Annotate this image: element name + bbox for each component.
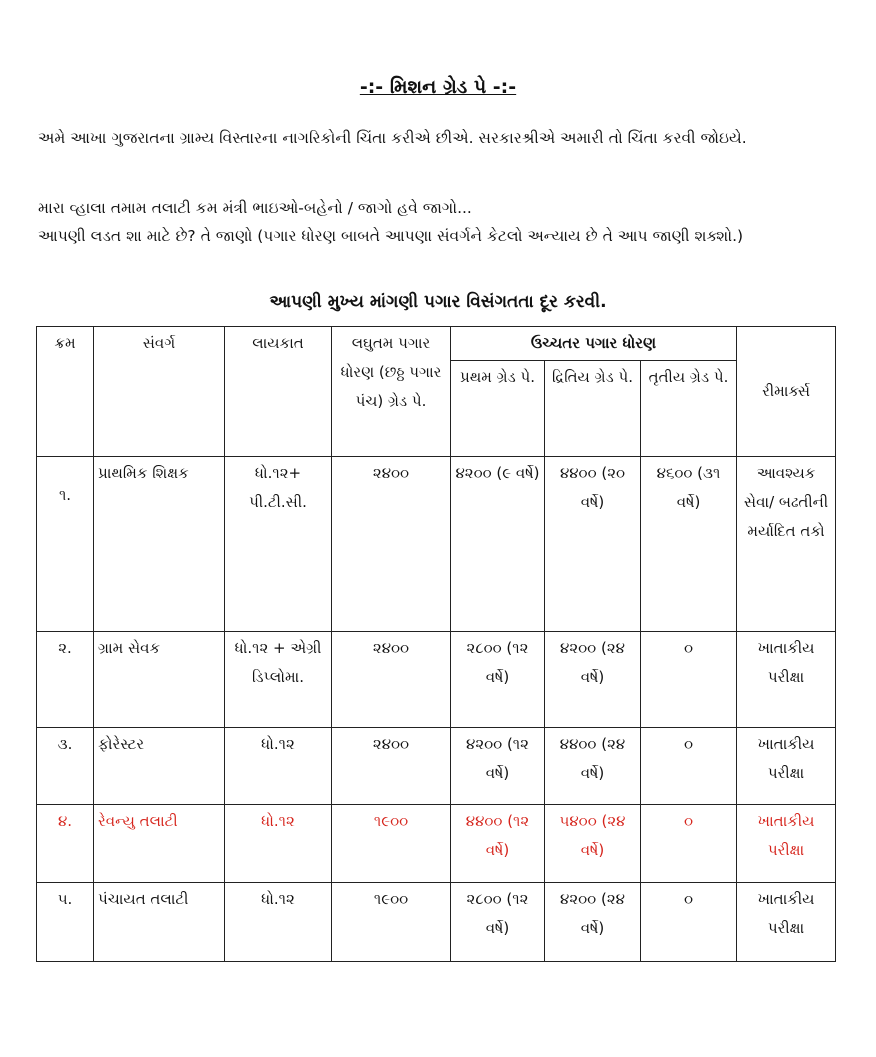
header-cadre: સંવર્ગ xyxy=(94,327,225,457)
row-cadre: ફોરેસ્ટર xyxy=(94,727,225,804)
row-third-grade: ૦ xyxy=(641,882,737,961)
header-sno: ક્રમ xyxy=(37,327,94,457)
row-qualification: ધો.૧૨ xyxy=(225,727,332,804)
row-remarks: ખાતાકીય પરીક્ષા xyxy=(737,882,836,961)
row-third-grade: ૪૬૦૦ (૩૧ વર્ષે) xyxy=(641,457,737,632)
row-sno: ૧. xyxy=(37,457,94,632)
row-second-grade: ૪૨૦૦ (૨૪ વર્ષે) xyxy=(545,882,641,961)
row-sno: ૩. xyxy=(37,727,94,804)
table-title: આપણી મુખ્ય માંગણી પગાર વિસંગતતા દૂર કરવી. xyxy=(269,292,607,312)
row-remarks: ખાતાકીય પરીક્ષા xyxy=(737,727,836,804)
row-remarks: ખાતાકીય પરીક્ષા xyxy=(737,632,836,727)
row-remarks: આવશ્યક સેવા/ બઢતીની મર્યાદિત તકો xyxy=(737,457,836,632)
row-qualification: ધો.૧૨ xyxy=(225,804,332,882)
row-sno: ૪. xyxy=(37,804,94,882)
row-qualification: ધો.૧૨+ પી.ટી.સી. xyxy=(225,457,332,632)
row-second-grade: ૫૪૦૦ (૨૪ વર્ષે) xyxy=(545,804,641,882)
header-qualification: લાયકાત xyxy=(225,327,332,457)
page-title: -:- મિશન ગ્રેડ પે -:- xyxy=(359,76,517,98)
row-first-grade: ૨૮૦૦ (૧૨ વર્ષે) xyxy=(451,632,545,727)
row-min-pay: ૨૪૦૦ xyxy=(332,632,451,727)
row-second-grade: ૪૨૦૦ (૨૪ વર્ષે) xyxy=(545,632,641,727)
row-first-grade: ૨૮૦૦ (૧૨ વર્ષે) xyxy=(451,882,545,961)
intro-paragraph: અમે આખા ગુજરાતના ગ્રામ્ય વિસ્તારના નાગરિકોની ચિંતા કરીએ છીએ. સરકારશ્રીએ અમારી તો ચિંતા કરવી જોઇયે. xyxy=(38,129,747,147)
row-second-grade: ૪૪૦૦ (૨૦ વર્ષે) xyxy=(545,457,641,632)
row-min-pay: ૧૯૦૦ xyxy=(332,804,451,882)
row-min-pay: ૧૯૦૦ xyxy=(332,882,451,961)
header-third-grade: તૃતીય ગ્રેડ પે. xyxy=(641,361,737,457)
table-row-highlighted xyxy=(37,804,836,882)
row-cadre: પ્રાથમિક શિક્ષક xyxy=(94,457,225,632)
row-qualification: ધો.૧૨ + એગ્રી ડિપ્લોમા. xyxy=(225,632,332,727)
table-row xyxy=(37,632,836,727)
pay-scale-table xyxy=(36,326,836,962)
row-sno: ૫. xyxy=(37,882,94,961)
row-first-grade: ૪૨૦૦ (૯ વર્ષે) xyxy=(451,457,545,632)
row-min-pay: ૨૪૦૦ xyxy=(332,727,451,804)
row-third-grade: ૦ xyxy=(641,727,737,804)
table-row xyxy=(37,882,836,961)
row-first-grade: ૪૨૦૦ (૧૨ વર્ષે) xyxy=(451,727,545,804)
row-remarks: ખાતાકીય પરીક્ષા xyxy=(737,804,836,882)
header-min-pay: લઘુતમ પગાર ધોરણ (છઠ્ઠ પગાર પંચ) ગ્રેડ પે. xyxy=(332,327,451,457)
row-sno: ૨. xyxy=(37,632,94,727)
reason-paragraph: આપણી લડત શા માટે છે? તે જાણો (પગાર ધોરણ બાબતે આપણા સંવર્ગને કેટલો અન્યાય છે તે આપ જાણી શક્શો.) xyxy=(38,227,744,245)
header-higher-pay: ઉચ્ચતર પગાર ધોરણ xyxy=(451,327,737,361)
header-second-grade: દ્રિતિય ગ્રેડ પે. xyxy=(545,361,641,457)
header-first-grade: પ્રથમ ગ્રેડ પે. xyxy=(451,361,545,457)
row-cadre: રેવન્યુ તલાટી xyxy=(94,804,225,882)
row-third-grade: ૦ xyxy=(641,632,737,727)
row-cadre: ગ્રામ સેવક xyxy=(94,632,225,727)
row-second-grade: ૪૪૦૦ (૨૪ વર્ષે) xyxy=(545,727,641,804)
table-row xyxy=(37,727,836,804)
header-remarks: રીમાર્ક્સ xyxy=(737,327,836,457)
row-cadre: પંચાયત તલાટી xyxy=(94,882,225,961)
row-third-grade: ૦ xyxy=(641,804,737,882)
row-qualification: ધો.૧૨ xyxy=(225,882,332,961)
row-first-grade: ૪૪૦૦ (૧૨ વર્ષે) xyxy=(451,804,545,882)
appeal-paragraph: મારા વ્હાલા તમામ તલાટી કમ મંત્રી ભાઇઓ-બહેનો / જાગો હવે જાગો... xyxy=(38,199,472,217)
row-min-pay: ૨૪૦૦ xyxy=(332,457,451,632)
table-row xyxy=(37,457,836,632)
